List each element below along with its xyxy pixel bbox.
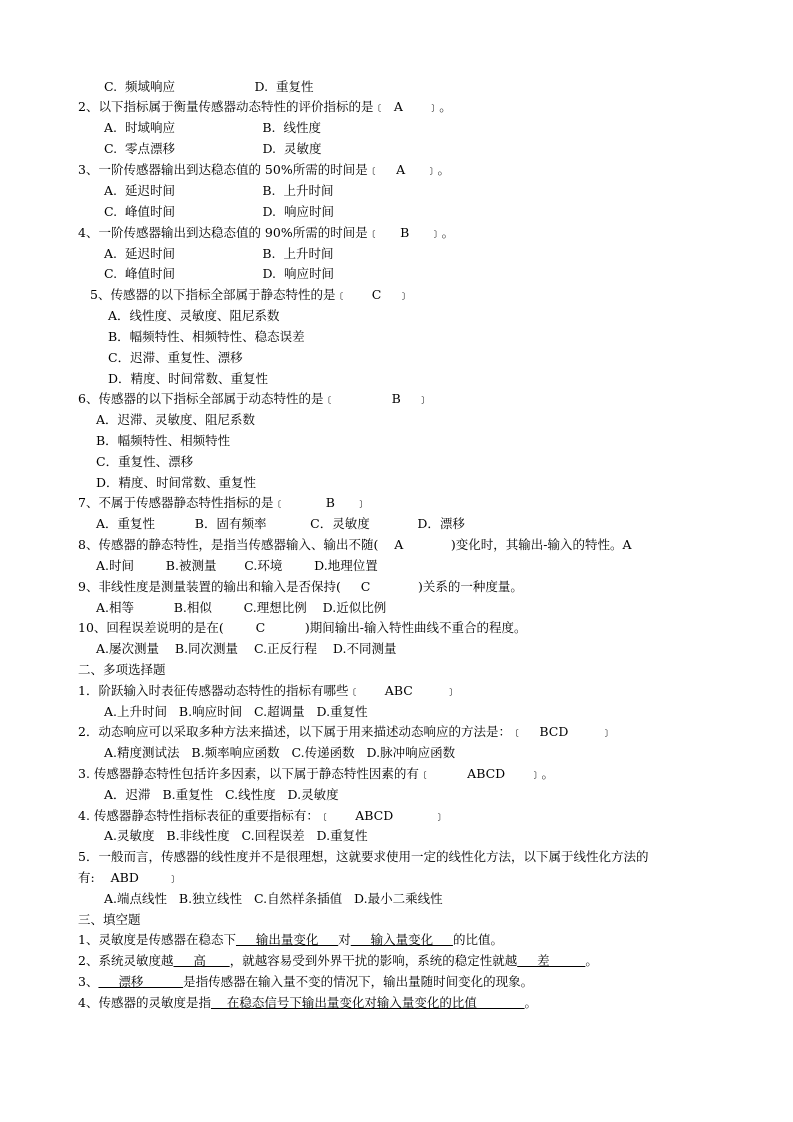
option-line: A.时间 B.被测量 C.环境 D.地理位置	[96, 558, 378, 573]
fill-blank-answer: 高	[173, 953, 230, 968]
question-line: 6、传感器的以下指标全部属于动态特性的是﹝ B ﹞	[78, 391, 430, 406]
option-line: C. 峰值时间 D. 响应时间	[104, 204, 334, 219]
question-line: 4、一阶传感器输出到达稳态值的 90%所需的时间是﹝ B ﹞。	[78, 225, 455, 240]
question-line: 1．阶跃输入时表征传感器动态特性的指标有哪些﹝ ABC ﹞	[78, 683, 458, 698]
fill-text: 4、传感器的灵敏度是指	[78, 995, 211, 1010]
option-line: A. 延迟时间 B. 上升时间	[104, 183, 334, 198]
section-heading: 二、多项选择题	[78, 662, 166, 677]
option-line: A．迟滞 B.重复性 C.线性度 D.灵敏度	[104, 787, 339, 802]
option-line: D．精度、时间常数、重复性	[96, 475, 257, 490]
fill-blank-answer: 差	[517, 953, 586, 968]
option-line: A.屡次测量 B.同次测量 C.正反行程 D.不同测量	[96, 641, 397, 656]
fill-text: 1、灵敏度是传感器在稳态下	[78, 932, 236, 947]
question-line: 3. 传感器静态特性包括许多因素，以下属于静态特性因素的有﹝ ABCD ﹞。	[78, 766, 555, 781]
question-line: 9、非线性度是测量装置的输出和输入是否保持( C )关系的一种度量。	[78, 579, 523, 594]
question-line: 2．动态响应可以采取多种方法来描述，以下属于用来描述动态响应的方法是：﹝ BCD ﹞	[78, 724, 613, 739]
option-line: C．迟滞、重复性、漂移	[108, 350, 243, 365]
fill-question-3	[78, 974, 533, 989]
fill-question-2	[78, 953, 598, 968]
option-line: B．幅频特性、相频特性	[96, 433, 231, 448]
option-line: C. 零点漂移 D. 灵敏度	[104, 141, 322, 156]
option-line: C. 频域响应 D. 重复性	[104, 79, 314, 94]
option-line: D．精度、时间常数、重复性	[108, 371, 269, 386]
question-line: 8、传感器的静态特性，是指当传感器输入、输出不随( A )变化时，其输出-输入的特性。A	[78, 537, 632, 552]
fill-text: 。	[585, 953, 598, 968]
option-line: A. 延迟时间 B. 上升时间	[104, 246, 334, 261]
fill-text: ，就越容易受到外界干扰的影响，系统的稳定性就越	[229, 953, 518, 968]
question-line: 10、回程误差说明的是在( C )期间输出-输入特性曲线不重合的程度。	[78, 620, 527, 635]
section-heading: 三、填空题	[78, 912, 141, 927]
fill-text: 对	[338, 932, 351, 947]
option-line: C. 峰值时间 D. 响应时间	[104, 266, 334, 281]
fill-blank-answer: 在稳态信号下输出量变化对输入量变化的比值	[210, 995, 525, 1010]
question-line: 有: ABD ﹞	[78, 870, 180, 885]
fill-question-4	[78, 995, 537, 1010]
option-line: A．迟滞、灵敏度、阻尼系数	[96, 412, 256, 427]
fill-blank-answer: 输出量变化	[235, 932, 339, 947]
option-line: C．重复性、漂移	[96, 454, 194, 469]
option-line: A.端点线性 B.独立线性 C.自然样条插值 D.最小二乘线性	[104, 891, 443, 906]
fill-text: 。	[524, 995, 538, 1010]
fill-blank-answer: 输入量变化	[350, 932, 453, 947]
question-line: 4. 传感器静态特性指标表征的重要指标有：﹝ ABCD ﹞	[78, 808, 446, 823]
fill-blank-answer: 漂移	[98, 974, 184, 989]
option-line: A.上升时间 B.响应时间 C.超调量 D.重复性	[104, 704, 368, 719]
option-line: A.相等 B.相似 C.理想比例 D.近似比例	[96, 600, 387, 615]
question-line: 5、传感器的以下指标全部属于静态特性的是﹝ C ﹞	[90, 287, 410, 302]
question-line: 2、以下指标属于衡量传感器动态特性的评价指标的是﹝ A ﹞。	[78, 99, 452, 114]
option-line: A. 时域响应 B. 线性度	[104, 120, 321, 135]
fill-text: 是指传感器在输入量不变的情况下，输出量随时间变化的现象。	[183, 974, 534, 989]
question-line: 5．一般而言，传感器的线性度并不是很理想，这就要求使用一定的线性化方法，以下属于线性化方法的	[78, 849, 649, 864]
question-line: 7、不属于传感器静态特性指标的是﹝ B ﹞	[78, 495, 368, 510]
fill-text: 的比值。	[452, 932, 503, 947]
option-line: A．线性度、灵敏度、阻尼系数	[108, 308, 280, 323]
fill-text: 3、	[78, 974, 99, 989]
fill-question-1	[78, 932, 503, 947]
option-line: A.精度测试法 B.频率响应函数 C.传递函数 D.脉冲响应函数	[104, 745, 456, 760]
option-line: A．重复性 B．固有频率 C．灵敏度 D．漂移	[96, 516, 465, 531]
option-line: B．幅频特性、相频特性、稳态误差	[108, 329, 305, 344]
fill-text: 2、系统灵敏度越	[78, 953, 174, 968]
question-line: 3、一阶传感器输出到达稳态值的 50%所需的时间是﹝ A ﹞。	[78, 162, 450, 177]
option-line: A.灵敏度 B.非线性度 C.回程误差 D.重复性	[104, 828, 368, 843]
